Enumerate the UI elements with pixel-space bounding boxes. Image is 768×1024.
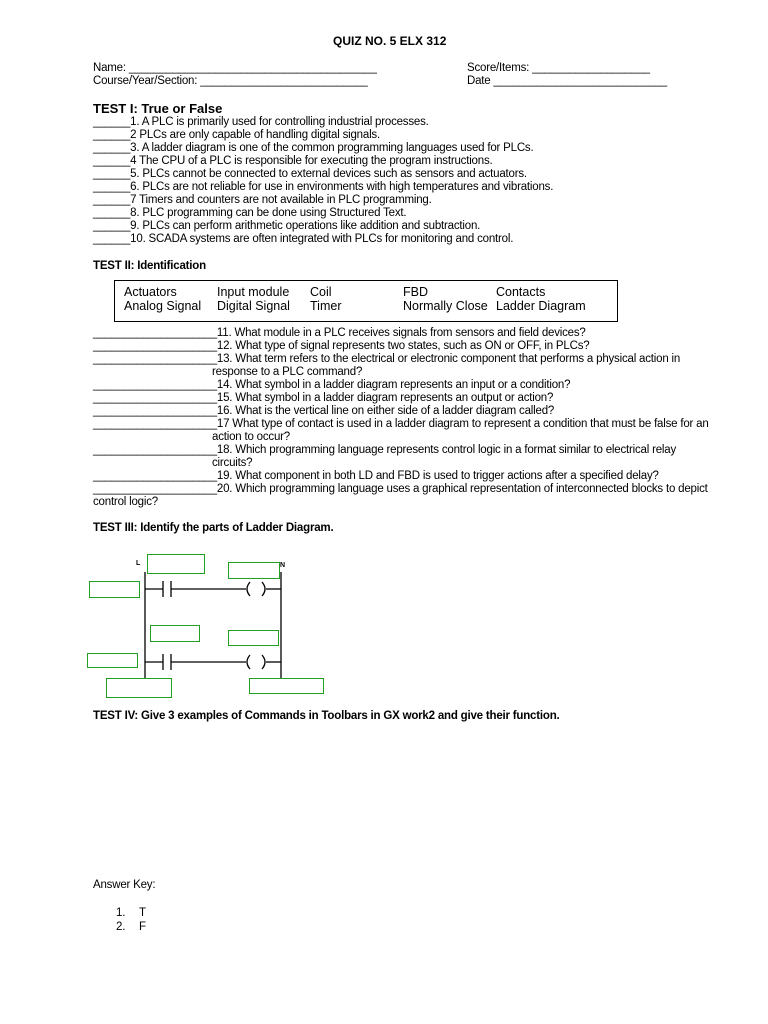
test2-item: ____________________12. What type of signal represents two states, such as ON or OFF, in PLCs? — [93, 340, 590, 352]
answer-key-num: 1. — [116, 907, 126, 919]
coil-1 — [247, 582, 250, 596]
test1-item: ______4 The CPU of a PLC is responsible for executing the program instructions. — [93, 155, 493, 167]
left-rail-label: L — [136, 560, 141, 567]
test4-heading: TEST IV: Give 3 examples of Commands in Toolbars in GX work2 and give their function. — [93, 710, 560, 722]
test1-item: ______2 PLCs are only capable of handling digital signals. — [93, 129, 380, 141]
word-bank-item: Digital Signal — [217, 299, 290, 313]
answer-box[interactable] — [228, 630, 279, 646]
test2-item: ____________________18. Which programming language represents control logic in a format similar to electrical relay — [93, 444, 677, 456]
date-field[interactable]: Date ____________________________ — [467, 75, 667, 87]
word-bank-item: Actuators — [124, 285, 177, 299]
word-bank-item: Analog Signal — [124, 299, 202, 313]
answer-box[interactable] — [147, 554, 205, 574]
answer-key-num: 2. — [116, 921, 126, 933]
word-bank-item: FBD — [403, 285, 428, 299]
right-rail-label: N — [280, 562, 286, 569]
test2-item: ____________________20. Which programming language uses a graphical representation of interconnected blocks to depict — [93, 483, 708, 495]
test2-item: ____________________15. What symbol in a ladder diagram represents an output or action? — [93, 392, 554, 404]
test2-item: ____________________13. What term refers to the electrical or electronic component that performs a physical action in — [93, 353, 681, 365]
test2-item-cont: circuits? — [212, 457, 253, 469]
name-field[interactable]: Name: ________________________________________ — [93, 62, 377, 74]
answer-box[interactable] — [228, 562, 280, 579]
test1-item: ______1. A PLC is primarily used for controlling industrial processes. — [93, 116, 429, 128]
word-bank-item: Coil — [310, 285, 332, 299]
word-bank-item: Ladder Diagram — [496, 299, 586, 313]
test1-item: ______5. PLCs cannot be connected to external devices such as sensors and actuators. — [93, 168, 527, 180]
word-bank-item: Contacts — [496, 285, 546, 299]
coil-1 — [262, 582, 265, 596]
word-bank-item: Timer — [310, 299, 342, 313]
answer-box[interactable] — [249, 678, 324, 694]
answer-box[interactable] — [87, 653, 138, 668]
test3-heading: TEST III: Identify the parts of Ladder Diagram. — [93, 522, 334, 534]
quiz-title: QUIZ NO. 5 ELX 312 — [333, 34, 447, 48]
coil-2 — [262, 655, 265, 669]
word-bank-item: Normally Close — [403, 299, 488, 313]
answer-box[interactable] — [150, 625, 200, 642]
test1-item: ______8. PLC programming can be done using Structured Text. — [93, 207, 407, 219]
test2-item: ____________________16. What is the vertical line on either side of a ladder diagram called? — [93, 405, 555, 417]
test1-heading: TEST I: True or False — [93, 101, 223, 116]
test2-item-cont: control logic? — [93, 496, 158, 508]
test2-item: ____________________14. What symbol in a ladder diagram represents an input or a condition? — [93, 379, 571, 391]
test1-item: ______10. SCADA systems are often integrated with PLCs for monitoring and control. — [93, 233, 514, 245]
answer-key-answer: F — [139, 921, 146, 933]
answer-key-answer: T — [139, 907, 146, 919]
course-field[interactable]: Course/Year/Section: ___________________________ — [93, 75, 368, 87]
test1-item: ______6. PLCs are not reliable for use in environments with high temperatures and vibrations. — [93, 181, 554, 193]
test2-item: ____________________17 What type of contact is used in a ladder diagram to represent a condition that must be false for an — [93, 418, 709, 430]
test2-item-cont: response to a PLC command? — [212, 366, 363, 378]
test2-item: ____________________11. What module in a PLC receives signals from sensors and field devices? — [93, 327, 586, 339]
answer-box[interactable] — [106, 678, 172, 698]
test2-heading: TEST II: Identification — [93, 260, 206, 272]
score-field[interactable]: Score/Items: ___________________ — [467, 62, 650, 74]
test2-item: ____________________19. What component in both LD and FBD is used to trigger actions after a specified delay? — [93, 470, 659, 482]
answer-key-label: Answer Key: — [93, 879, 156, 891]
test1-item: ______7 Timers and counters are not available in PLC programming. — [93, 194, 432, 206]
test2-item-cont: action to occur? — [212, 431, 290, 443]
coil-2 — [247, 655, 250, 669]
test1-item: ______9. PLCs can perform arithmetic operations like addition and subtraction. — [93, 220, 481, 232]
word-bank-item: Input module — [217, 285, 290, 299]
answer-box[interactable] — [89, 581, 140, 598]
test1-item: ______3. A ladder diagram is one of the common programming languages used for PLCs. — [93, 142, 534, 154]
